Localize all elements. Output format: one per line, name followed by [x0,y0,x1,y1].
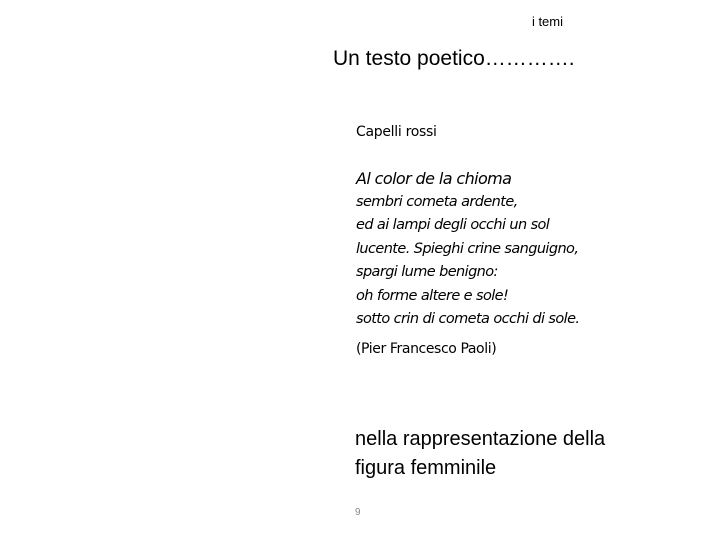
poem-line: ed ai lampi degli occhi un sol [356,217,550,233]
poem-line: sotto crin di cometa occhi di sole. [356,311,580,327]
poem-line: sembri cometa ardente, [356,193,518,210]
caption-line: figura femminile [355,457,497,479]
poem-line: spargi lume benigno: [356,264,498,280]
poem-line: lucente. Spieghi crine sanguigno, [356,240,579,257]
poem-title: Capelli rossi [356,124,437,140]
section-tag: i temi [531,14,563,29]
caption [355,425,685,483]
poem-line: Al color de la chioma [356,169,512,188]
slide-title: Un testo poetico…………. [333,47,575,70]
poem-text [356,167,579,332]
page-number: 9 [355,507,361,518]
poem-line: oh forme altere e sole! [356,287,509,304]
caption-line: nella rappresentazione della [355,428,606,450]
poem-author: (Pier Francesco Paoli) [356,341,497,357]
